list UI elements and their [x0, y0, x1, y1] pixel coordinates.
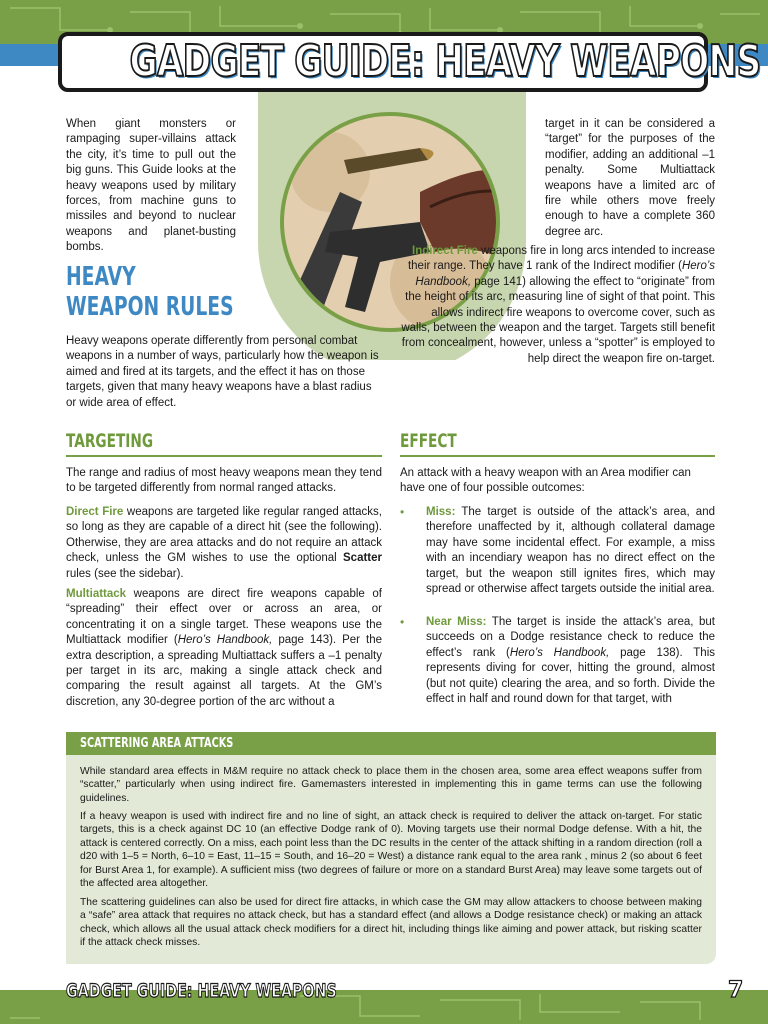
sidebar-title: SCATTERING AREA ATTACKS: [80, 736, 234, 751]
targeting-rule: [66, 455, 382, 457]
miss-paragraph: Miss: The target is outside of the attack’s area, and therefore unaffected by it, although collateral damage may have some incidental effect. For example, a miss with an incendiary weapon has no direct effect on the target, but the weapon still ignites fires, which may spread or otherwise affect targets outside the initial area.: [426, 506, 715, 596]
targeting-heading: TARGETING: [66, 430, 154, 452]
indirect-fire-paragraph: Indirect Fire weapons fire in long arcs intended to increase their range. They have 1 rank of the Indirect modifier (Hero’s Handbook, page 141) allowing the effect to “originate” from the height of its arc, measuring line of sight of that point. This allows indirect fire weapons to overcome cover, such as walls, between the weapon and the target. Targets still benefit from concealment, however, unless a “spotter” is employed to help direct the weapon fire on-target.: [401, 245, 715, 365]
rules-heading-line1: HEAVY: [66, 262, 136, 292]
sidebar-header: [66, 732, 716, 755]
rules-heading-line2: WEAPON RULES: [66, 292, 234, 322]
indirect-fire-lead: Indirect Fire: [412, 245, 478, 257]
sidebar-paragraph-2: If a heavy weapon is used with indirect fire and no line of sight, an attack check is required to deliver the attack on-target. For static targets, this is a check against DC 10 (an effective Dodge rank of 0). Moving targets use their normal Dodge defense. With a hit, the attack is centered correctly. On a miss, each point less than the DC results in the center of the attack shifting in a random direction (roll a d20 with 1–5 = North, 6–10 = East, 11–15 = South, and 16–20 = West) a distance rank equal to the area rank , minus 2 (so about 6 feet for Burst Area 1, for example). A sufficient miss (two degrees of failure or more on a standard Burst Area) may leave some targets out of the affected area altogether.: [80, 811, 702, 890]
rules-paragraph: Heavy weapons operate differently from personal combat weapons in a number of ways, particularly how the weapon is aimed and fired at its targets, and the effect it has on those targets, given that many heavy weapons have a blast radius or wide area of effect.: [66, 335, 379, 409]
multiattack-paragraph: Multiattack weapons are direct fire weapons capable of “spreading” their effect over or across an area, or concentrating it on a single target. These weapons use the Multiattack modifier (Hero’s Handbook, page 143). Per the extra description, a spreading Multiattack suffers a –1 penalty per target in its arc, making a single attack check and comparing the result against all targets. At the GM’s discretion, any 30-degree portion of the arc without a: [66, 588, 382, 708]
near-miss-paragraph: Near Miss: The target is inside the attack’s area, but succeeds on a Dodge resistance check to reduce the effect’s rank (Hero’s Handbook, page 138). This represents diving for cover, hitting the ground, almost (but not quite) clearing the area, and so forth. Divide the effect in half and round down for that target, with: [426, 616, 715, 706]
footer-title: GADGET GUIDE: HEAVY WEAPONS: [66, 980, 337, 1002]
effect-intro: An attack with a heavy weapon with an Area modifier can have one of four possible outcomes:: [400, 467, 691, 495]
bullet-miss: •: [400, 505, 405, 519]
multiattack-continued: target in it can be considered a “target” for the purposes of the modifier, adding an additional –1 penalty. Some Multiattack weapons have a limited arc of fire while others move freely enough to have a complete 360 degree arc.: [545, 118, 715, 238]
bullet-near-miss: •: [400, 615, 405, 629]
targeting-intro: The range and radius of most heavy weapons mean they tend to be targeted differently from normal ranged attacks.: [66, 467, 382, 495]
direct-fire-paragraph: Direct Fire weapons are targeted like regular ranged attacks, so long as they are capable of a direct hit (see the following). Otherwise, they are area attacks and do not require an attack check, unless the GM wishes to use the optional Scatter rules (see the sidebar).: [66, 506, 382, 580]
sidebar-paragraph-1: While standard area effects in M&M require no attack check to place them in the chosen area, some area effect weapons suffer from “scatter,” particularly when using indirect fire. Gamemasters interested in implementing this in game terms can use the following guidelines.: [80, 766, 702, 804]
scatter-sidebar: [66, 732, 716, 964]
page-title: GADGET GUIDE: HEAVY WEAPONS: [129, 36, 761, 87]
effect-heading: EFFECT: [400, 430, 457, 452]
intro-paragraph: When giant monsters or rampaging super-villains attack the city, it’s time to pull out the big guns. This Guide looks at the heavy weapons used by military forces, from machine guns to missiles and beyond to nuclear weapons and planet-busting bombs.: [66, 118, 236, 254]
page-number: 7: [728, 978, 744, 1003]
effect-rule: [400, 455, 715, 457]
sidebar-paragraph-3: The scattering guidelines can also be used for direct fire attacks, in which case the GM may allow attackers to choose between making a “safe” area attack that requires no attack check, but has a standard effect (and allows a Dodge resistance check) or making an attack check, which allows all the usual attack check modifiers for a direct hit, including things like aiming and power attack, but risking scatter if the attack check misses.: [80, 897, 702, 949]
